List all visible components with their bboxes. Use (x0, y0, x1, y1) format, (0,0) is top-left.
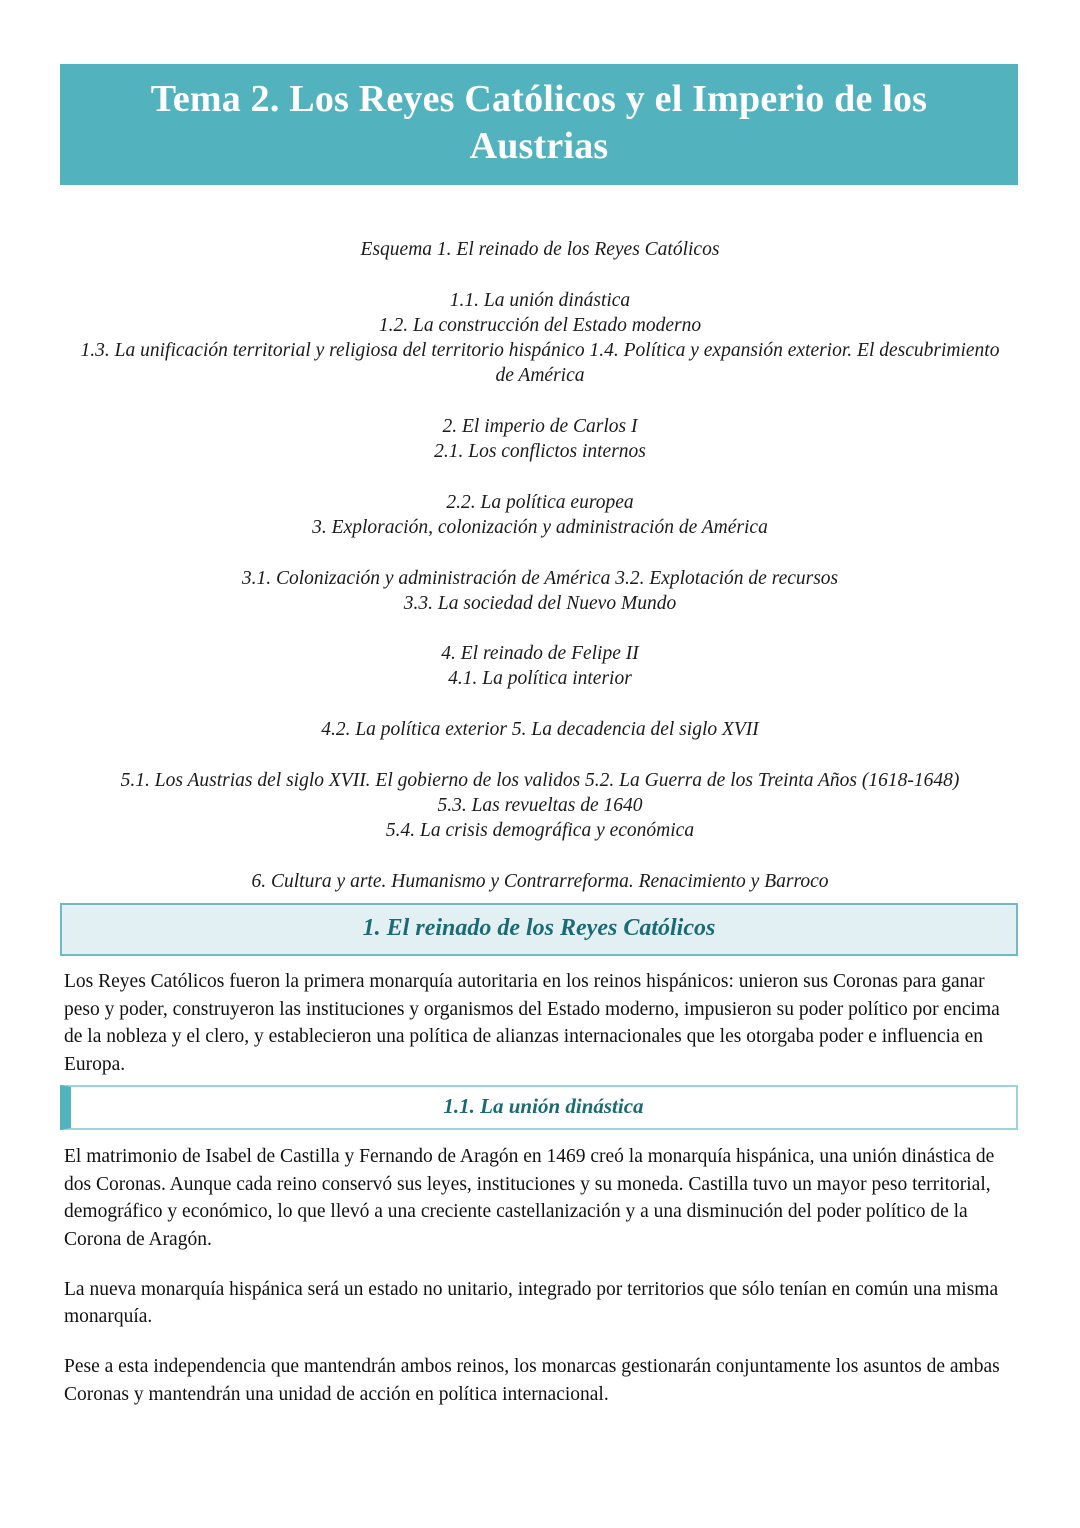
toc-entry: 3.1. Colonización y administración de América 3.2. Explotación de recursos (241, 567, 839, 589)
toc-group (64, 567, 1016, 617)
table-of-contents (64, 238, 1016, 895)
toc-entry: 1.2. La construcción del Estado moderno (378, 314, 702, 336)
toc-group (64, 491, 1016, 541)
toc-group (64, 769, 1016, 844)
paragraph: Los Reyes Católicos fueron la primera monarquía autoritaria en los reinos hispánicos: unieron sus Coronas para ganar peso y poder, construyeron las instituciones y organismos del Estado moderno, impusieron su poder político por encima de la nobleza y el clero, y establecieron una política de alianzas internacionales que les otorgaba poder e influencia en Europa. (64, 971, 1000, 1076)
toc-entry: 5.1. Los Austrias del siglo XVII. El gobierno de los validos 5.2. La Guerra de los Treinta Años (1618-1648) (120, 770, 960, 792)
section-heading-1-1-label: 1.1. La unión dinástica (443, 1094, 644, 1118)
toc-group (64, 238, 1016, 263)
section-heading-1-1 (60, 1085, 1018, 1130)
toc-entry: 4.2. La política exterior 5. La decadencia del siglo XVII (321, 719, 759, 741)
toc-entry: 4.1. La política interior (448, 668, 632, 690)
toc-entry: 2. El imperio de Carlos I (442, 415, 638, 437)
section-1-body (64, 968, 1018, 1079)
paragraph: La nueva monarquía hispánica será un estado no unitario, integrado por territorios que sólo tenían en común una misma monarquía. (64, 1278, 999, 1328)
toc-entry: 2.1. Los conflictos internos (434, 440, 646, 462)
section-heading-1-label: 1. El reinado de los Reyes Católicos (362, 915, 716, 941)
toc-group (64, 642, 1016, 692)
toc-group (64, 718, 1016, 743)
toc-entry: 5.3. Las revueltas de 1640 (437, 795, 643, 817)
toc-entry: 5.4. La crisis demográfica y económica (385, 820, 695, 842)
paragraph: Pese a esta independencia que mantendrán ambos reinos, los monarcas gestionarán conjuntamente los asuntos de ambas Coronas y mantendrán una unidad de acción en política internacional. (64, 1356, 1000, 1405)
page-title: Tema 2. Los Reyes Católicos y el Imperio de los Austrias (150, 78, 928, 167)
section-1-1-body (64, 1143, 1018, 1409)
toc-entry: 6. Cultura y arte. Humanismo y Contrarreforma. Renacimiento y Barroco (251, 871, 829, 893)
toc-entry: 1.1. La unión dinástica (449, 289, 631, 311)
toc-entry: 3. Exploración, colonización y administración de América (312, 516, 768, 538)
toc-entry: 2.2. La política europea (446, 491, 634, 513)
toc-entry: Esquema 1. El reinado de los Reyes Católicos (360, 239, 720, 260)
toc-group (64, 289, 1016, 389)
paragraph: El matrimonio de Isabel de Castilla y Fernando de Aragón en 1469 creó la monarquía hispánica, una unión dinástica de dos Coronas. Aunque cada reino conservó sus leyes, instituciones y su moneda. Castilla tuvo un mayor peso territorial, demográfico y económico, lo que llevó a una creciente castellanización y a una disminución del poder político de la Corona de Aragón. (64, 1146, 995, 1251)
toc-entry: 3.3. La sociedad del Nuevo Mundo (403, 592, 677, 614)
document-title-banner (60, 64, 1018, 185)
toc-group (64, 870, 1016, 895)
section-heading-1 (60, 903, 1018, 956)
toc-group (64, 415, 1016, 465)
toc-entry: 4. El reinado de Felipe II (441, 643, 639, 665)
toc-entry: 1.3. La unificación territorial y religiosa del territorio hispánico 1.4. Política y expansión exterior. El descubrimiento de América (80, 339, 1000, 386)
